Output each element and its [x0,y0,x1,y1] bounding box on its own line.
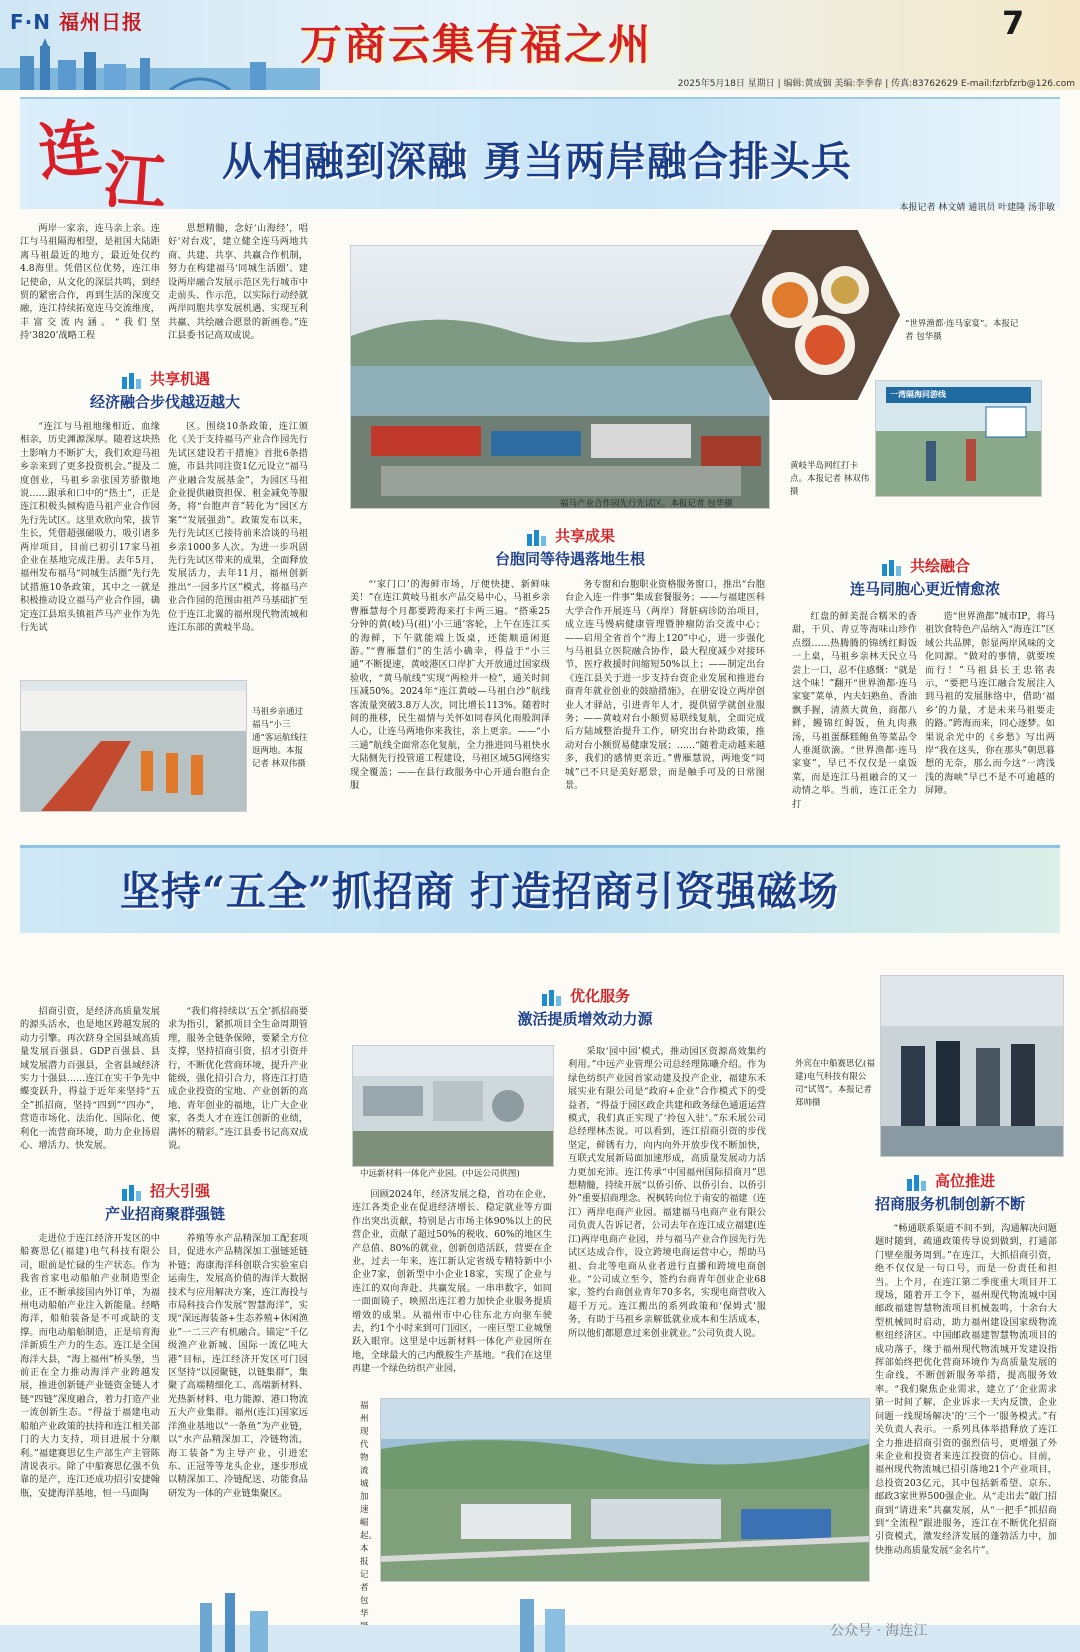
photo-industrial-park [352,1045,554,1167]
section5-column-1: 走进位于连江经济开发区的中船赛思亿(福建)电气科技有限公司，眼前是忙碌的生产状态。作为我省首家电动船舶产业制造型企业，正不断承接国内外订单，为福州电动船舶产业注入新能量。经略海洋，船舶装备是不可或缺的支撑。而电动船舶制造，正是培育海洋新质生产力的生态。连江是全国海洋大县，“海上福州”桥头堡，当前正在全力推动海洋产业跨越发展，推进创新链产业链资金链人才链“四链”深度融合，着力打造产业一流创新生态。“得益于福建电动船舶产业政策的扶持和连江相关部门的大力支持，项目进展十分顺利。”福建赛思亿生产部生产主管陈清说表示。除了中船赛思亿强不负靠的是产，连江还成功招引安捷翰瓶，安捷海洋基地，恒一马面陶 [20,1233,160,1499]
checkin-sign-text: 一湾隔海同游线 [890,390,946,399]
section6-column: “畅通联系渠道不间不到，沟通解决问题题时随到，疏通政策传导说到做到，打通部门壁垒服务周到。”在连江，大抓招商引资，绝不仅仅是一句口号，而是一份责任和担当。上个月，在连江第二季度重大项目开工现场，随着开工令下，福州现代物流城中国邮政福建智慧物流项目机械轰鸣，十余台大型机械同时启动，助力福州建设国家级物流枢纽经济区。中国邮政福建智慧物流项目的成功落子，缘于福州现代物流城开发建设指挥部始终把优化营商环境作为高质量发展的生命线，不断创新服务举措，提高服务效率。“我们聚焦企业需求，建立了‘企业需求第一时间了解，企业诉求一天内反馈，企业问题一线现场解决’的‘三个一’服务模式。”有关负责人表示。一系列具体举措释放了连江全力推进招商引资的强烈信号，更增强了外来企业和投资者来连江投资的信心。目前，福州现代物流城已招引落地21个产业项目，总投资203亿元，其中包括新希望、京东、邮政3家世界500强企业。从“走出去”敲门招商到“请进来”共赢发展，从“一把手”抓招商到“全流程”跟进服务，连江在不断优化招商引资模式，激发经济发展的蓬勃活力中，加快推动高质量发展“金名片”。 [875,1223,1057,1556]
photo-checkin-sign [875,380,1042,497]
intro2-column-1: 招商引资，是经济高质量发展的源头活水，也是地区跨越发展的动力引擎。再次跻身全国县域高质量发展百强县、GDP百强县、县域发展潜力百强县，全省县域经济实力十强县……连江在实干争先中蝶变跃升，得益于近年来坚持“五全”抓招商，坚持“四到”“四办”，营造市场化、法治化、国际化、便利化一流营商环境，助力企业扬眉心、增活力、快发展。 [20,1006,160,1152]
section-header-5: 招大引强 产业招商聚群强链 [104,1182,225,1223]
watermark: 公众号 · 海连江 [830,1623,928,1639]
intro-column-1: 两岸一家亲，连马亲上亲。连江与马祖隔海相望，是祖国大陆距离马祖最近的地方，最近处仅约4.8海里。凭借区位优势，连江串记使命，从文化的深层共鸣，到经贸的紧密合作，再到生活的深度交融，连江持续拓宽连马交流维度，丰富交流内涵。“我们坚持‘3820’战略工程 [20,223,160,342]
chart-bars-icon [120,371,146,389]
photo-logistics-city [380,1398,870,1582]
section-header-2: 共享成果 台胞同等待遇落地生根 [494,527,645,568]
page-slogan: 万商云集有福之州 [300,20,653,69]
section2-column-2: 务专窗和台胞职业资格服务窗口，推出“台胞台企入连一件事”集成套餐服务；——与福建医科大学合作开展连马（两岸）肾脏病诊防治项目，成立连马慢病健康管理暨肿瘤防治交流中心；——启用全省首个“海上120”中心，进一步强化与马祖县立医院融合协作，最大程度减少对接环节，医疗救援时间缩短50%以上；——制定出台《连江县关于进一步支持台资企业发展和推进台商青年就业创业的鼓励措施》，在册安设立两岸创业人才驿站，引进青年人才，提供留学就创业服务；——黄岐对台小额贸易联线复航，全面完成后方陆域整治提升工作，研究出台补助政策，推动对台小额贸易健康发展；……“随着走动越来越多，我们的感情更亲近。”曹雁慧说，两地变“同城”已不只是美好愿景，而是触手可及的日常图景。 [565,579,765,792]
photo-visitors-trial [880,975,1064,1157]
photo1-caption: 福马产业合作园先行先试区。本报记者 包华摄 [560,499,733,509]
photo-port-aerial [350,245,770,509]
photo4-caption: 马祖乡亲通过福马“小三通”客运航线往返两地。本报记者 林双伟摄 [252,707,308,769]
section3-column-2: 造“世界渔都”城市IP，将马祖饮食特色产品纳入“海连江”区域公共品牌，彰显两岸风味的文化同源。“做对的事情，就要埃而行！”马祖县长王忠铭表示，“要把马连江融合发展注入到马祖的发展脉络中，借助‘福乡’的力量，才是未来马祖要走的路。”跨海而来，同心逐梦。如果说余光中的《乡愁》写出两岸“我在这头，你在那头”朝思暮想的无奈，那么而今这“一湾浅浅的海峡”早已不是不可逾越的屏障。 [925,611,1055,797]
section5-column-2: 养殖等水产品精深加工配套项目，促进水产品精深加工强链延链补链；海康海洋科创联合实验室启运南生，发展高价值的海洋大数据技术与应用解决方案，连江海投与市局科技合作发展“智慧海洋”，实现“深远海装备+生态养殖+休闲渔业”一二三产有机融合。锚定“千亿级渔产业新城、国际一流亿吨大港”目标，连江经济开发区可门园区坚持“以园聚链，以链集群”，集聚了高端精细化工、高端新材料、光热新材料、电力能源、港口物流五大产业集群。福州(连江)国家远洋渔业基地以“一条鱼”为产业链，以“水产品精深加工，冷链物流，海工装备”为主导产业，引进宏东、正冠等等龙头企业，逐步形成以精深加工、冷链配送、功能食品研发为一体的产业链集聚区。 [168,1233,308,1499]
page-number: 7 [1002,4,1025,42]
headline-char-lian: 连 [34,109,105,190]
intro-column-2: 思想精髓，念好‘山海经’，唱好‘对台戏’，建立健全连马两地共商、共建、共享、共赢合作机制，努力在构建福马‘同城生活圈’、建设两岸融合发展示范区先行城市中走前头、作示范，以实际行动经就两岸同胞共享发展机遇、实现互利共赢、共绘融合愿景的新画卷。”连江县委书记高双成说。 [168,223,308,342]
section-header-1: 共享机遇 经济融合步伐越迈越大 [89,370,240,411]
section-header-3: 共绘融合 连马同胞心更近情愈浓 [849,557,1000,598]
section1-column-1: “连江与马祖地缘相近、血缘相亲，历史渊源深厚。随着这块热土影响力不断扩大，我们欢迎马祖乡亲来到了更多投资机会。”提及二度创业，马祖乡亲张国芳骄傲地说……跟承和口中的“热土”，正是连江积极头倾构造马祖产业合作园先行先试区。这里欢欣向荣，拔节生长，凭借超强磁吸力，吸引诸多两岸项目，目前已初引17家马祖企业在基地完成注册。去年5月，福州发布福马“同城生活圈”先行先试措施10条政策，其中之一就是积极推动设立福马产业合作园，确定连江县琯头镇祖芦马产业作为先行先试 [20,421,160,634]
headline-1: 从相融到深融 勇当两岸融合排头兵 [222,138,852,185]
section3-column-1: 红盘的鲜美混合糯米的香甜，干贝、青豆等海味山珍作点缀……热腾腾的锦绣红鲟饭一上桌，马祖乡亲林天民立马尝上一口，忍不住感慨：“就是这个味！”翻开“世界渔都·连马家宴”菜单，内夫妇熟鱼、香油飘手握，清蒸大黄鱼，商都八鲜，鳗锦红鲟饭，鱼丸肉燕汤，马祖蛋酥糕鲍鱼等菜品令人垂涎欲滴。“世界渔都·连马家宴”，早已不仅仅是一桌饭菜，而是连江马祖融合的又一动情之举。当前，连江正全力打 [792,611,917,810]
headline-char-jiang: 江 [101,142,169,221]
chart-bars-icon [525,528,551,546]
chart-bars-icon [120,1183,146,1201]
photo5-caption: 中远新材料一体化产业园。(中远公司供图) [360,1169,520,1179]
byline: 本报记者 林文婧 通讯员 叶建隆 汤非敏 [899,203,1055,213]
chart-bars-icon [905,1173,931,1191]
newspaper-brand: F·N 福州日报 [10,10,143,34]
photo2-caption: “世界渔都·连马家宴”。本报记者 包华摄 [905,319,1019,342]
photo3-caption: 黄岐半岛网红打卡点。本报记者 林双伟摄 [790,461,870,497]
city-skyline-icon [0,38,320,90]
intro2-column-2: “我们将持续以‘五全’抓招商要求为指引，紧抓项目全生命周期管理，服务全链条保障，要紧全方位支撑，坚持招商引资，招才引资并行，不断优化营商环境，提升产业能级，强化招引合力，将连江打造成企业投资的宝地、产业创新的高地、青年创业的福地，让广大企业家，各类人才在连江创新的业绩，满怀的精彩。”连江县委书记高双成说。 [168,1006,308,1152]
section4-column-1: 回顾2024年，经济发展之稳，首功在企业，连江各类企业在促进经济增长、稳定就业等方面作出突出贡献，特别是占市场主体90%以上的民营企业，贡献了超过50%的税收、60%的地区生产总值、80%的就业，创新创造活跃，营要在企业，过去一年来，连江新认定省级专精特新中小企业7家，创新型中小企业18家，实现了企业与连江的双向奔赴、共赢发展。一串串数字，如同一面面镜子，映照出连江着力加快企业服务提质增效的成果。从福州市中心往东北方向驱车驶去，约1个小时来到可门园区，一座巨型工业城堡跃入眼帘。这里是中远新材料一体化产业园所在地，全球最大的己内酰胺生产基地。“我们在这里再建一个绿色纺织产业园， [352,1189,552,1375]
section2-column-1: “‘家门口’的海鲜市场，厅便快捷、新鲜味美！”在连江黄岐马祖水产品交易中心，马祖乡亲曹雁慧每个月都要跨海来打卡两三遍。“搭乘25分钟的黄(岐)马(祖)‘小三通’客轮，上午在连江买的海鲜，下午就能端上饭桌，还能顺道闲逛游。”“曹雁慧们”的生活小确幸，得益于“小三通”不断提速，黄岐港区口岸扩大开放通过国家级验收，“黄马航线”实现“两检并一检”，通关时间压减50%。2024年“连江黄岐—马祖白沙”航线客流量突破3.8万人次，同比增长113%。随着时间的推移，民生福情与关怀如同春风化雨般润泽人心，让连马两地你来我往，亲上更亲。——“小三通”航线全面常态化复航，全力推进同马祖快水大陆侧先行投管道工程建设，马祖区域5G网络实现全覆盖；——在县行政服务中心开通台胞台企服 [350,579,550,792]
footer-skyline-icon [0,1585,1080,1652]
section-header-6: 高位推进 招商服务机制创新不断 [874,1172,1025,1213]
photo-ferry-terminal [20,680,247,812]
section1-column-2: 区。围绕10条政策，连江颁化《关于支持福马产业合作园先行先试区建设若干措施》首批6条措施，市县共同注资1亿元设立“福马产业融合发展基金”，为园区马祖企业提供融资担保、租金减免等服务，将“台胞声音”转化为“园区方案”“发展强劲”。政策发布以来，先行先试区已接待前来洽谈的马祖乡亲1000多人次。为进一步巩固先行先试区带来的成果，全面释放发展活力，去年11月，福州创新推出“一园多片区”模式，将福马产业合作园的范围由祖芦马基础扩至位于连江北翼的福州现代物流城和连江东部的黄岐半岛。 [168,421,308,634]
chart-bars-icon [540,988,566,1006]
headline-2: 坚持“五全”抓招商 打造招商引资强磁场 [120,868,839,915]
section4-column-2: 采取‘园中园’模式，推动园区资源高效集约利用。”中远产业管理公司总经理陈曦介绍。作为绿色纺织产业园首家动建及投产企业，福建东禾展实业有限公司是“政府+企业”合作模式下的受益者，“得益于园区政企共建和政务绿色通道运营模式，我们真正实现了‘拎包入驻’。”东禾展公司总经理林杰说。可以看到，连江招商引资的步伐坚定，鲜锈有力，向内向外开放步伐不断加快，互联式发展新局面加速形成，高质量发展动力活力更加充沛。连江传承“中国福州国际招商月”思想精髓，持续开展“以侨引侨、以侨引台、以侨引外”重要招商理念。祝枫转向位于南安的福建（连江）两岸电商产业园。福建福马电商产业有限公司负责人告诉记者，公司去年在连江成立福建(连江)两岸电商产业园，并与福马产业合作园先行先试区达成合作，设立跨境电商运营中心，帮助马祖、台北等电商从业者进行直播和跨境电商创业。“公司成立至今，签约台商青年创业企业68家，签约台商创业青年70多名，实现电商营收入超千万元。连江搬出的系列政策和‘保姆式’服务，有助于马祖乡亲解低就业成本和生活成本，所以他们都愿意过来创业就业。”公司负责人说。 [568,1046,766,1339]
dateline: 2025年5月18日 星期日 | 编辑:黄成铟 美编:李季春 | 传真:83762629 E-mail:fzrbfzrb@126.com [677,79,1075,89]
masthead [0,0,1080,90]
chart-bars-icon [880,558,906,576]
photo7-caption: 福州现代物流城加速崛起。本报记者 包华 [360,1401,378,1619]
photo6-caption: 外宾在中船赛思亿(福建)电气科技有限公司“试驾”。本报记者 郑帅摄 [795,1059,875,1108]
section-header-4: 优化服务 激活提质增效动力源 [517,987,653,1028]
